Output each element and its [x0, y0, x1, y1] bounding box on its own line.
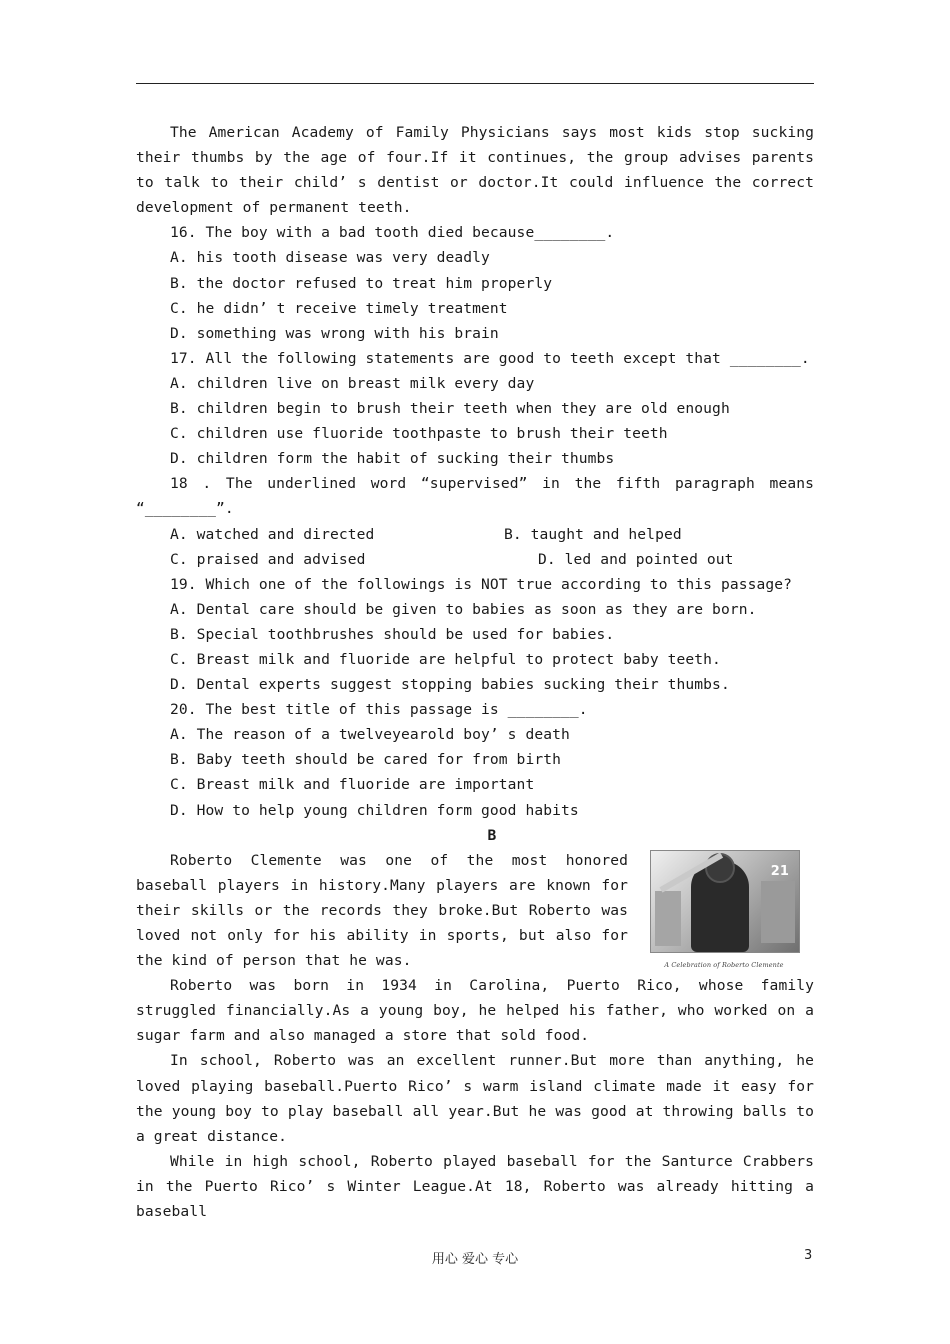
jersey-number: 21 [770, 863, 789, 879]
question-20-option-d: D. How to help young children form good habits [170, 801, 579, 819]
question-19-option-c: C. Breast milk and fluoride are helpful to protect baby teeth. [170, 650, 721, 668]
photo-frame [650, 850, 800, 953]
roberto-clemente-photo [646, 850, 816, 969]
question-19-option-a: A. Dental care should be given to babies as soon as they are born. [170, 600, 757, 618]
photo-caption: A Celebration of Roberto Clemente [664, 960, 784, 969]
question-17-option-d: D. children form the habit of sucking their thumbs [170, 450, 615, 468]
question-20-option-b: B. Baby teeth should be cared for from birth [170, 751, 561, 769]
question-17-stem: 17. All the following statements are good to teeth except that ________. [170, 349, 810, 367]
question-16-option-b: B. the doctor refused to treat him properly [170, 274, 553, 292]
question-19-option-b: B. Special toothbrushes should be used for babies. [170, 625, 615, 643]
question-17-option-b: B. children begin to brush their teeth when they are old enough [170, 400, 730, 418]
paragraph: The American Academy of Family Physicians says most kids stop sucking their thumbs by the age of four.If it continues, the group advises parents to talk to their child’ s dentist or doctor.It could influence the correct development of permanent teeth. [136, 124, 814, 217]
header-rule [136, 83, 814, 84]
question-19-option-d: D. Dental experts suggest stopping babies sucking their thumbs. [170, 676, 730, 694]
page-footer [0, 1248, 950, 1268]
paragraph: In school, Roberto was an excellent runner.But more than anything, he loved playing baseball.Puerto Rico’ s warm island climate made it easy for the young boy to play baseball all year.But he was good at throwing balls to a great distance. [136, 1052, 814, 1145]
question-20-stem: 20. The best title of this passage is ________. [170, 701, 588, 719]
question-18-options-row-1 [136, 522, 814, 547]
paragraph: Roberto Clemente was one of the most honored baseball players in history.Many players are known for their skills or the records they broke.But Roberto was loved not only for his ability in sports, but also for the kind of person that he was. [136, 851, 628, 970]
document-body [136, 120, 814, 1224]
question-17-option-c: C. children use fluoride toothpaste to brush their teeth [170, 425, 668, 443]
question-16-stem: 16. The boy with a bad tooth died because________. [170, 224, 615, 242]
page-number: 3 [804, 1248, 813, 1263]
paragraph: While in high school, Roberto played baseball for the Santurce Crabbers in the Puerto Rico’ s Winter League.At 18, Roberto was already hitting a baseball [136, 1152, 814, 1221]
question-18-option-b: B. taught and helped [504, 525, 682, 543]
question-18-option-c: C. praised and advised [170, 550, 366, 568]
question-18-option-d: D. led and pointed out [538, 550, 734, 568]
question-18-options-row-2 [136, 547, 814, 572]
question-17-option-a: A. children live on breast milk every day [170, 374, 535, 392]
question-19-stem: 19. Which one of the followings is NOT true according to this passage? [170, 575, 793, 593]
question-20-option-a: A. The reason of a twelveyearold boy’ s death [170, 726, 570, 744]
question-18-option-a: A. watched and directed [170, 525, 375, 543]
question-16-option-c: C. he didn’ t receive timely treatment [170, 299, 508, 317]
question-16-option-a: A. his tooth disease was very deadly [170, 249, 490, 267]
question-18-stem: 18 . The underlined word “supervised” in the fifth paragraph means “________”. [136, 475, 814, 518]
paragraph: Roberto was born in 1934 in Carolina, Puerto Rico, whose family struggled financially.As a young boy, he helped his father, who worked on a sugar farm and also managed a store that sold food. [136, 977, 814, 1045]
footer-text: 用心 爱心 专心 [431, 1252, 519, 1267]
section-heading: B [487, 826, 497, 844]
question-16-option-d: D. something was wrong with his brain [170, 324, 499, 342]
question-20-option-c: C. Breast milk and fluoride are important [170, 776, 535, 794]
